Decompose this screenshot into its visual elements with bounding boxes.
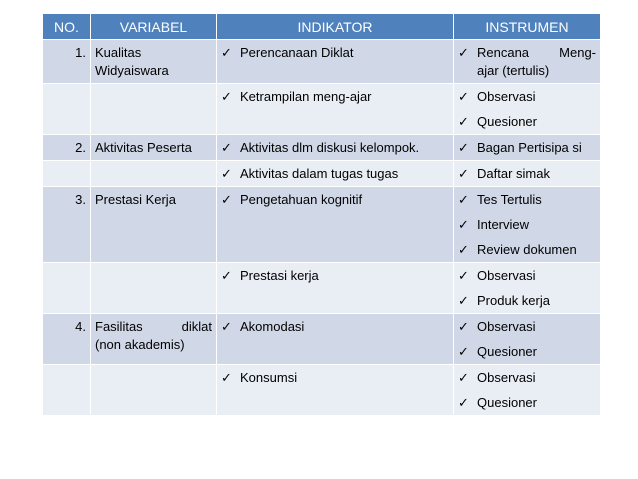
instrumen-item <box>458 191 596 209</box>
checkmark-icon: ✓ <box>221 192 232 207</box>
checkmark-icon: ✓ <box>458 293 469 308</box>
indikator-item <box>221 191 449 209</box>
indikator-text: Aktivitas dlm diskusi kelompok. <box>240 140 420 155</box>
variabel-cell <box>91 135 217 161</box>
instrumen-item <box>458 241 596 259</box>
instrumen-item <box>458 318 596 336</box>
instrumen-line: Rencana Meng- <box>477 45 596 60</box>
instrumen-cell <box>454 135 601 161</box>
checkmark-icon: ✓ <box>458 395 469 410</box>
checkmark-icon: ✓ <box>221 45 232 60</box>
checkmark-icon: ✓ <box>458 268 469 283</box>
checkmark-icon: ✓ <box>221 268 232 283</box>
instrumen-text: Interview <box>477 217 530 232</box>
indikator-item <box>221 44 449 62</box>
table-row <box>43 40 601 84</box>
instrumen-text: Tes Tertulis <box>477 192 542 207</box>
checkmark-icon: ✓ <box>458 370 469 385</box>
variabel-cell <box>91 161 217 187</box>
row-number <box>43 161 91 187</box>
row-number: 4. <box>43 314 91 365</box>
evaluation-table <box>42 13 601 416</box>
variabel-line: Prestasi Kerja <box>95 192 176 207</box>
table-body <box>43 40 601 416</box>
instrumen-text: Observasi <box>477 370 536 385</box>
variabel-cell <box>91 314 217 365</box>
variabel-cell <box>91 40 217 84</box>
indikator-item <box>221 267 449 285</box>
instrumen-cell <box>454 263 601 314</box>
instrumen-text: Bagan Pertisipa si <box>477 140 582 155</box>
instrumen-text <box>477 44 596 80</box>
indikator-item <box>221 369 449 387</box>
instrumen-text: Produk kerja <box>477 293 550 308</box>
checkmark-icon: ✓ <box>221 319 232 334</box>
instrumen-text: Daftar simak <box>477 166 550 181</box>
header-variabel: VARIABEL <box>91 14 217 40</box>
indikator-cell <box>217 314 454 365</box>
checkmark-icon: ✓ <box>458 242 469 257</box>
indikator-item <box>221 165 449 183</box>
indikator-item <box>221 88 449 106</box>
checkmark-icon: ✓ <box>458 114 469 129</box>
instrumen-item <box>458 44 596 80</box>
instrumen-item <box>458 343 596 361</box>
checkmark-icon: ✓ <box>458 192 469 207</box>
indikator-cell <box>217 263 454 314</box>
instrumen-item <box>458 113 596 131</box>
row-number: 1. <box>43 40 91 84</box>
variabel-line: Aktivitas Peserta <box>95 140 192 155</box>
row-number <box>43 365 91 416</box>
row-number: 3. <box>43 187 91 263</box>
header-no: NO. <box>43 14 91 40</box>
indikator-cell <box>217 40 454 84</box>
row-number: 2. <box>43 135 91 161</box>
variabel-line: (non akademis) <box>95 337 185 352</box>
checkmark-icon: ✓ <box>458 166 469 181</box>
instrumen-text: Observasi <box>477 268 536 283</box>
checkmark-icon: ✓ <box>221 370 232 385</box>
indikator-cell <box>217 187 454 263</box>
variabel-cell <box>91 187 217 263</box>
instrumen-line: ajar (tertulis) <box>477 63 550 78</box>
indikator-text: Pengetahuan kognitif <box>240 192 363 207</box>
instrumen-item <box>458 165 596 183</box>
row-number <box>43 84 91 135</box>
instrumen-text: Observasi <box>477 89 536 104</box>
table-row <box>43 84 601 135</box>
indikator-text: Akomodasi <box>240 319 305 334</box>
checkmark-icon: ✓ <box>221 166 232 181</box>
checkmark-icon: ✓ <box>458 319 469 334</box>
instrumen-cell <box>454 365 601 416</box>
instrumen-text: Quesioner <box>477 395 537 410</box>
checkmark-icon: ✓ <box>458 45 469 60</box>
indikator-item <box>221 139 449 157</box>
variabel-cell <box>91 263 217 314</box>
instrumen-cell <box>454 187 601 263</box>
instrumen-cell <box>454 314 601 365</box>
instrumen-text: Quesioner <box>477 114 537 129</box>
table-row <box>43 314 601 365</box>
indikator-item <box>221 318 449 336</box>
instrumen-cell <box>454 40 601 84</box>
header-instrumen: INSTRUMEN <box>454 14 601 40</box>
instrumen-cell <box>454 161 601 187</box>
variabel-line: Fasilitas diklat <box>95 319 212 334</box>
checkmark-icon: ✓ <box>458 89 469 104</box>
indikator-cell <box>217 135 454 161</box>
instrumen-item <box>458 216 596 234</box>
instrumen-item <box>458 88 596 106</box>
checkmark-icon: ✓ <box>458 217 469 232</box>
checkmark-icon: ✓ <box>221 89 232 104</box>
checkmark-icon: ✓ <box>458 140 469 155</box>
indikator-text: Ketrampilan meng-ajar <box>240 89 372 104</box>
indikator-cell <box>217 161 454 187</box>
checkmark-icon: ✓ <box>221 140 232 155</box>
variabel-line: Kualitas <box>95 45 142 60</box>
instrumen-item <box>458 292 596 310</box>
instrumen-cell <box>454 84 601 135</box>
variabel-cell <box>91 84 217 135</box>
variabel-line: Widyaiswara <box>95 63 169 78</box>
indikator-cell <box>217 365 454 416</box>
table-row <box>43 365 601 416</box>
table-row <box>43 187 601 263</box>
instrumen-text: Quesioner <box>477 344 537 359</box>
table-row <box>43 135 601 161</box>
instrumen-text: Observasi <box>477 319 536 334</box>
instrumen-item <box>458 267 596 285</box>
table-row <box>43 263 601 314</box>
header-indikator: INDIKATOR <box>217 14 454 40</box>
indikator-text: Aktivitas dalam tugas tugas <box>240 166 399 181</box>
variabel-cell <box>91 365 217 416</box>
indikator-text: Prestasi kerja <box>240 268 319 283</box>
indikator-text: Konsumsi <box>240 370 298 385</box>
header-row <box>43 14 601 40</box>
row-number <box>43 263 91 314</box>
instrumen-item <box>458 139 596 157</box>
instrumen-item <box>458 369 596 387</box>
indikator-text: Perencanaan Diklat <box>240 45 354 60</box>
checkmark-icon: ✓ <box>458 344 469 359</box>
instrumen-item <box>458 394 596 412</box>
indikator-cell <box>217 84 454 135</box>
instrumen-text: Review dokumen <box>477 242 577 257</box>
table-row <box>43 161 601 187</box>
